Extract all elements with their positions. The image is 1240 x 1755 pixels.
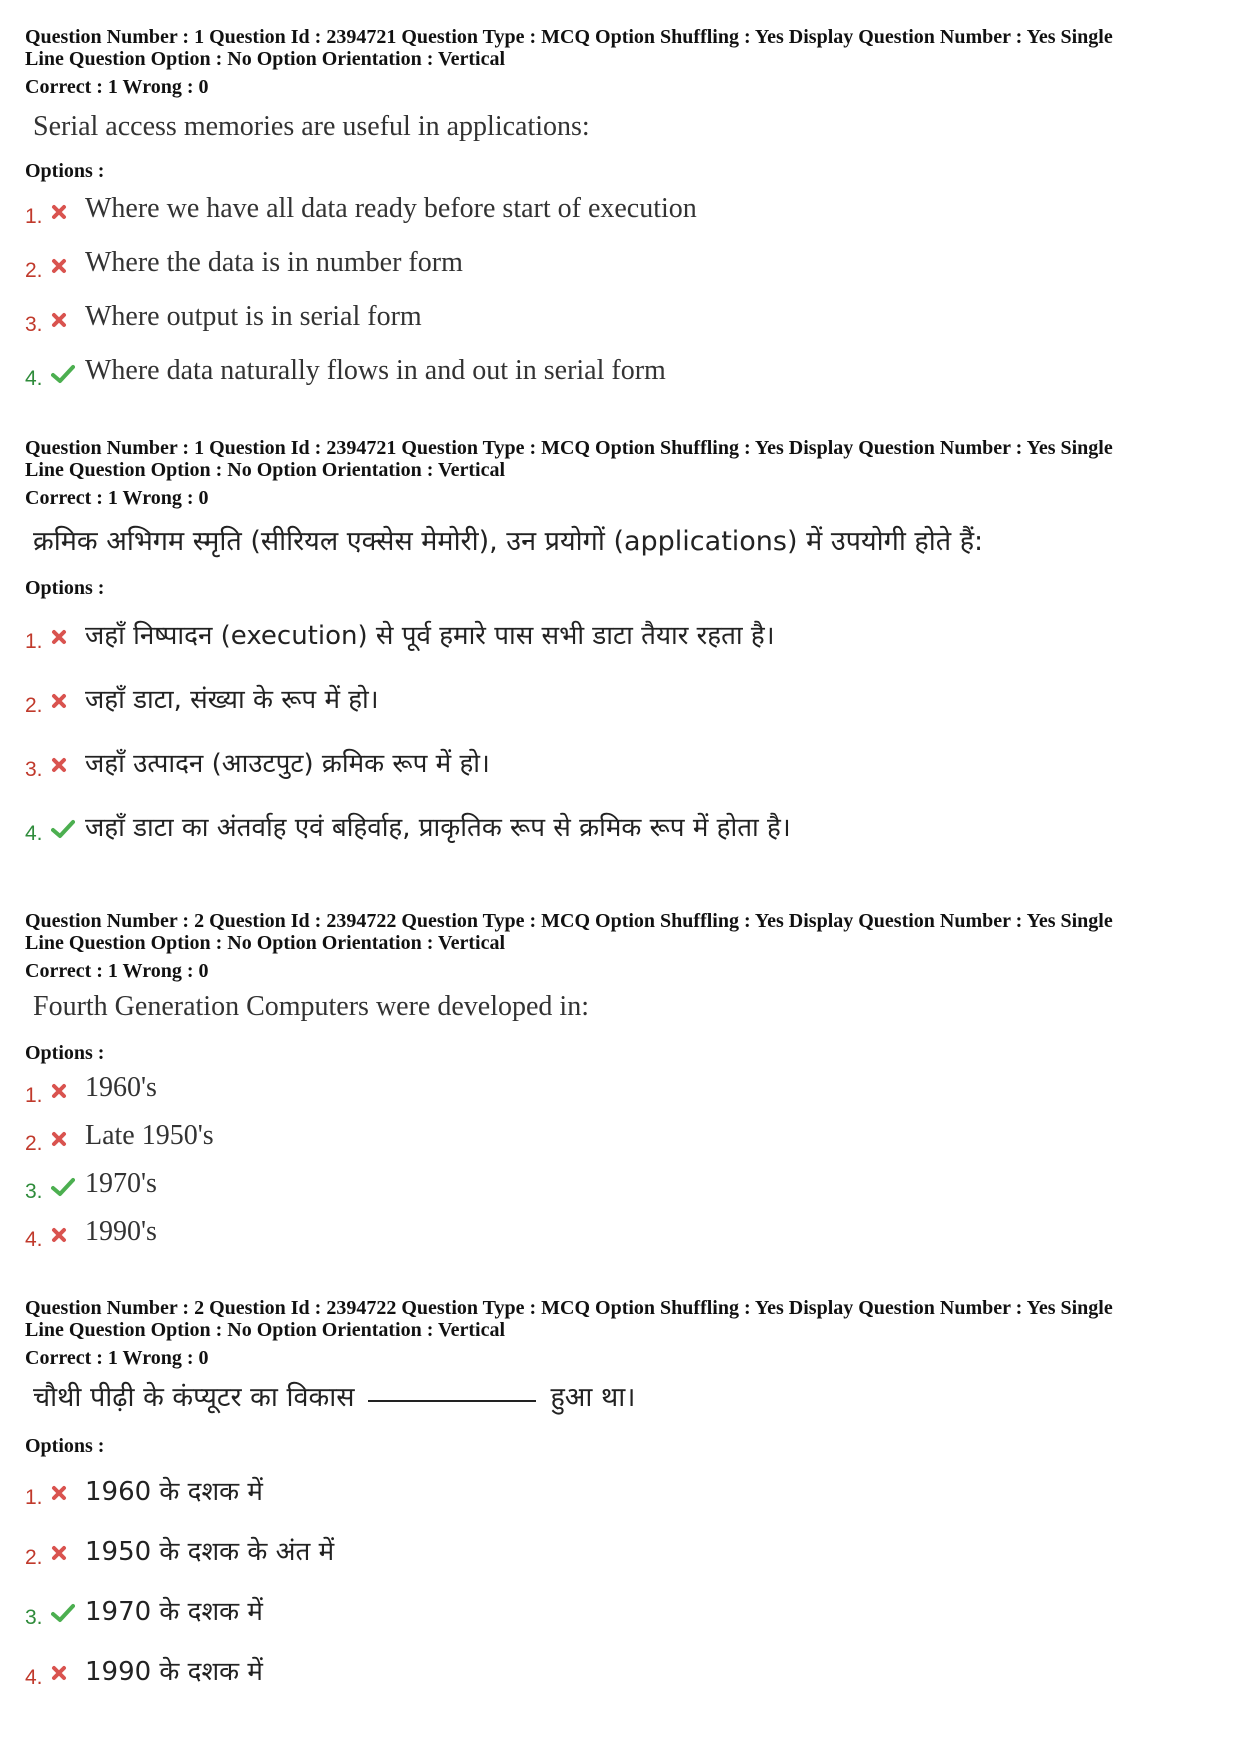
- options-label: Options :: [25, 1435, 105, 1457]
- score-line: Correct : 1 Wrong : 0: [25, 76, 209, 98]
- option-item: [25, 738, 1215, 786]
- option-text: जहाँ निष्पादन (execution) से पूर्व हमारे पास सभी डाटा तैयार रहता है।: [85, 621, 775, 651]
- question-meta-line-2: Line Question Option : No Option Orientation : Vertical: [25, 1319, 506, 1341]
- option-item: [25, 1069, 1215, 1107]
- option-item: [25, 610, 1215, 658]
- question-text: [25, 1381, 1215, 1415]
- cross-icon: [51, 1539, 85, 1561]
- option-number: 3.: [25, 1606, 43, 1629]
- option-number: 1.: [25, 630, 43, 653]
- option-number: 4.: [25, 1666, 43, 1689]
- option-number: 2.: [25, 259, 43, 282]
- cross-icon: [51, 1125, 85, 1147]
- option-number: 1.: [25, 205, 43, 228]
- question-meta-line-2: Line Question Option : No Option Orientation : Vertical: [25, 459, 506, 481]
- cross-icon: [51, 306, 85, 328]
- option-item: [25, 1648, 1215, 1692]
- options-label: Options :: [25, 577, 105, 599]
- option-number: 2.: [25, 1546, 43, 1569]
- option-text: 1990's: [85, 1216, 157, 1247]
- question-text-after-blank: हुआ था।: [550, 1382, 636, 1413]
- option-item: [25, 1588, 1215, 1632]
- option-item: [25, 297, 1215, 337]
- cross-icon: [51, 198, 85, 220]
- options-label: Options :: [25, 1042, 105, 1064]
- score-line: Correct : 1 Wrong : 0: [25, 487, 209, 509]
- option-item: [25, 1528, 1215, 1572]
- option-number: 4.: [25, 367, 43, 390]
- option-item: [25, 189, 1215, 229]
- option-text: Where the data is in number form: [85, 247, 463, 278]
- question-block-4: [25, 1297, 1215, 1692]
- check-icon: [51, 1597, 85, 1623]
- option-item: [25, 243, 1215, 283]
- cross-icon: [51, 1221, 85, 1243]
- option-text: 1970's: [85, 1168, 157, 1199]
- check-icon: [51, 813, 85, 839]
- question-text-before-blank: चौथी पीढ़ी के कंप्यूटर का विकास: [33, 1382, 355, 1413]
- option-text: Where we have all data ready before start of execution: [85, 193, 697, 224]
- question-meta-line-2: Line Question Option : No Option Orientation : Vertical: [25, 932, 506, 954]
- option-text: जहाँ उत्पादन (आउटपुट) क्रमिक रूप में हो।: [85, 749, 490, 779]
- option-number: 1.: [25, 1486, 43, 1509]
- option-text: 1960's: [85, 1072, 157, 1103]
- option-item: [25, 1117, 1215, 1155]
- question-meta-line-1: Question Number : 2 Question Id : 2394722 Question Type : MCQ Option Shuffling : Yes Display Question Number : Yes Single: [25, 910, 1113, 932]
- option-text: जहाँ डाटा, संख्या के रूप में हो।: [85, 685, 379, 715]
- option-text: 1990 के दशक में: [85, 1657, 263, 1687]
- check-icon: [51, 358, 85, 384]
- option-item: [25, 1213, 1215, 1251]
- option-item: [25, 351, 1215, 391]
- fill-in-blank: [368, 1400, 536, 1402]
- option-number: 3.: [25, 313, 43, 336]
- cross-icon: [51, 1479, 85, 1501]
- option-text: 1960 के दशक में: [85, 1477, 263, 1507]
- question-text: क्रमिक अभिगम स्मृति (सीरियल एक्सेस मेमोरी), उन प्रयोगों (applications) में उपयोगी होते हैं:: [33, 526, 984, 557]
- option-number: 1.: [25, 1084, 43, 1107]
- option-number: 4.: [25, 1228, 43, 1251]
- option-text: 1970 के दशक में: [85, 1597, 263, 1627]
- question-text: Fourth Generation Computers were developed in:: [33, 991, 589, 1022]
- question-meta-line-1: Question Number : 1 Question Id : 2394721 Question Type : MCQ Option Shuffling : Yes Display Question Number : Yes Single: [25, 26, 1113, 48]
- question-block-2: [25, 437, 1215, 850]
- option-number: 2.: [25, 694, 43, 717]
- check-icon: [51, 1171, 85, 1197]
- cross-icon: [51, 751, 85, 773]
- score-line: Correct : 1 Wrong : 0: [25, 960, 209, 982]
- cross-icon: [51, 687, 85, 709]
- option-number: 3.: [25, 1180, 43, 1203]
- question-meta-line-1: Question Number : 2 Question Id : 2394722 Question Type : MCQ Option Shuffling : Yes Display Question Number : Yes Single: [25, 1297, 1113, 1319]
- option-item: [25, 802, 1215, 850]
- option-item: [25, 1165, 1215, 1203]
- option-number: 4.: [25, 822, 43, 845]
- cross-icon: [51, 1077, 85, 1099]
- option-text: Where output is in serial form: [85, 301, 422, 332]
- option-text: 1950 के दशक के अंत में: [85, 1537, 335, 1567]
- cross-icon: [51, 252, 85, 274]
- option-number: 2.: [25, 1132, 43, 1155]
- question-block-1: [25, 26, 1215, 391]
- question-meta-line-2: Line Question Option : No Option Orientation : Vertical: [25, 48, 506, 70]
- score-line: Correct : 1 Wrong : 0: [25, 1347, 209, 1369]
- option-text: Where data naturally flows in and out in serial form: [85, 355, 666, 386]
- option-text: जहाँ डाटा का अंतर्वाह एवं बहिर्वाह, प्राकृतिक रूप से क्रमिक रूप में होता है।: [85, 813, 791, 843]
- cross-icon: [51, 623, 85, 645]
- option-item: [25, 674, 1215, 722]
- cross-icon: [51, 1659, 85, 1681]
- question-block-3: [25, 910, 1215, 1251]
- option-text: Late 1950's: [85, 1120, 214, 1151]
- options-label: Options :: [25, 160, 105, 182]
- question-meta-line-1: Question Number : 1 Question Id : 2394721 Question Type : MCQ Option Shuffling : Yes Display Question Number : Yes Single: [25, 437, 1113, 459]
- option-item: [25, 1468, 1215, 1512]
- option-number: 3.: [25, 758, 43, 781]
- question-text: Serial access memories are useful in applications:: [33, 111, 590, 142]
